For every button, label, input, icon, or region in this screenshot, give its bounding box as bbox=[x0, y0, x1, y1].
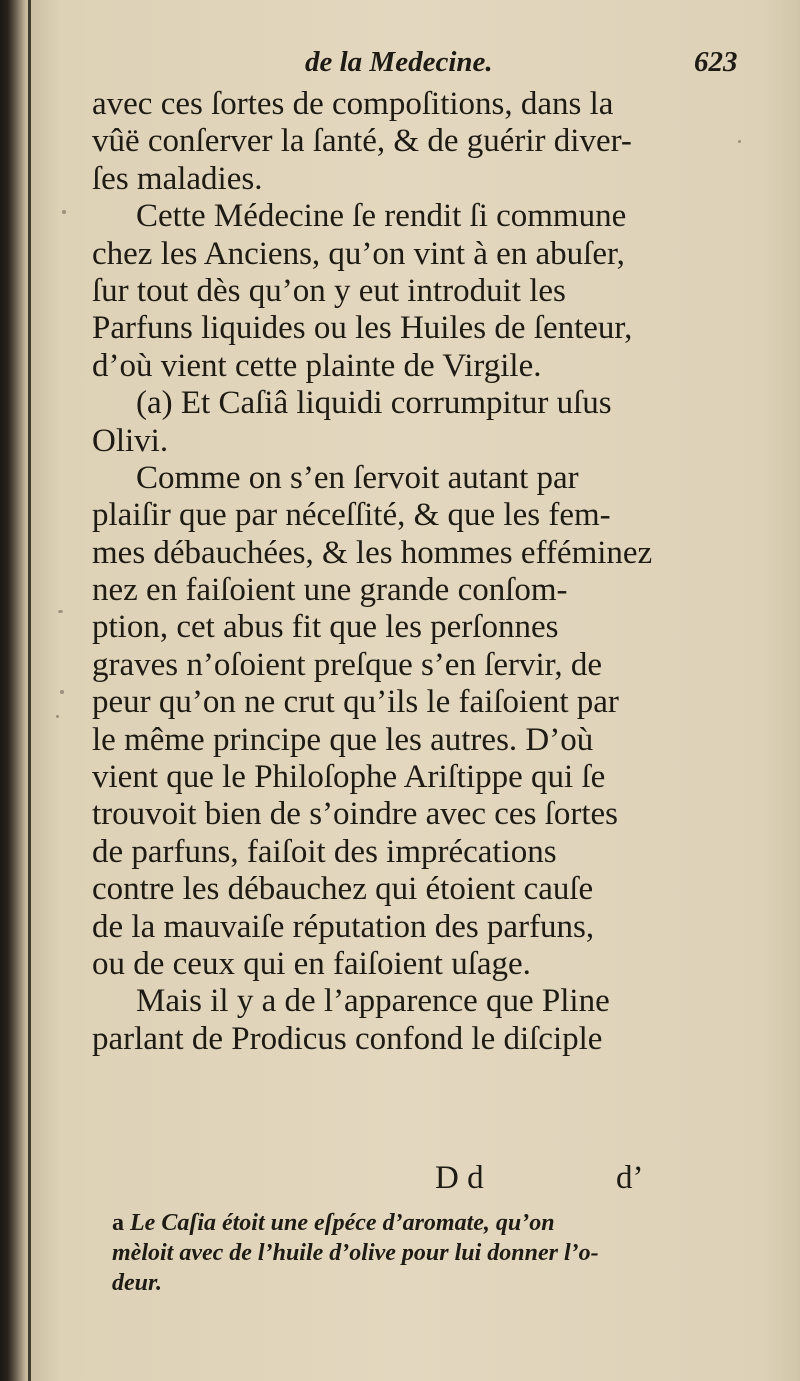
footnote bbox=[112, 1208, 772, 1298]
footnote-text: Le Caſia étoit une eſpéce d’aromate, qu’on bbox=[130, 1210, 555, 1236]
text-line: ou de ceux qui en faiſoient uſage. bbox=[92, 945, 531, 982]
text-line: Comme on s’en ſervoit autant par bbox=[136, 459, 579, 496]
paper-speck bbox=[60, 690, 64, 694]
text-line: nez en faiſoient une grande conſom- bbox=[92, 572, 568, 609]
catchword: d’ bbox=[616, 1160, 644, 1196]
text-line: parlant de Prodicus confond le diſciple bbox=[92, 1020, 603, 1057]
text-line: mes débauchées, & les hommes efféminez bbox=[92, 534, 653, 571]
text-line: peur qu’on ne crut qu’ils le faiſoient par bbox=[92, 684, 619, 721]
text-line: chez les Anciens, qu’on vint à en abuſer, bbox=[92, 235, 625, 272]
text-line: plaiſir que par néceſſité, & que les fem- bbox=[92, 497, 611, 534]
text-line: de parfuns, faiſoit des imprécations bbox=[92, 833, 557, 870]
signature-mark: D d bbox=[435, 1160, 484, 1196]
page-foot bbox=[0, 1160, 800, 1200]
paper-speck bbox=[56, 715, 59, 718]
text-line: Olivi. bbox=[92, 422, 169, 459]
text-line: ption, cet abus fit que les perſonnes bbox=[92, 609, 559, 646]
text-line: Mais il y a de l’apparence que Pline bbox=[136, 983, 610, 1020]
text-line: de la mauvaiſe réputation des parfuns, bbox=[92, 908, 595, 945]
paper-speck bbox=[62, 210, 66, 214]
paper-speck bbox=[738, 140, 741, 143]
text-line: Parfuns liquides ou les Huiles de ſenteur, bbox=[92, 310, 633, 347]
text-line: Cette Médecine ſe rendit ſi commune bbox=[136, 198, 627, 235]
text-line: graves n’oſoient preſque s’en ſervir, de bbox=[92, 646, 602, 683]
text-line: d’où vient cette plainte de Virgile. bbox=[92, 347, 542, 384]
running-title: de la Medecine. bbox=[305, 46, 493, 78]
footnote-line bbox=[112, 1208, 772, 1238]
text-line: le même principe que les autres. D’où bbox=[92, 721, 594, 758]
text-line: (a) Et Caſiâ liquidi corrumpitur uſus bbox=[136, 385, 612, 422]
paper-speck bbox=[58, 610, 63, 613]
page-header bbox=[0, 38, 800, 88]
text-line: ſur tout dès qu’on y eut introduit les bbox=[92, 272, 566, 309]
text-line: ſes maladies. bbox=[92, 160, 263, 197]
footnote-marker: a bbox=[112, 1210, 124, 1236]
main-text bbox=[92, 86, 767, 1058]
footnote-line: mèloit avec de l’huile d’olive pour lui donner l’o- bbox=[112, 1240, 599, 1266]
page-number: 623 bbox=[694, 46, 738, 78]
text-line: contre les débauchez qui étoient cauſe bbox=[92, 871, 594, 908]
text-line: vûë conſerver la ſanté, & de guérir diver- bbox=[92, 123, 632, 160]
text-line: trouvoit bien de s’oindre avec ces ſortes bbox=[92, 796, 618, 833]
text-line: vient que le Philoſophe Ariſtippe qui ſe bbox=[92, 759, 606, 796]
footnote-line: deur. bbox=[112, 1270, 163, 1296]
text-line: avec ces ſortes de compoſitions, dans la bbox=[92, 86, 614, 122]
